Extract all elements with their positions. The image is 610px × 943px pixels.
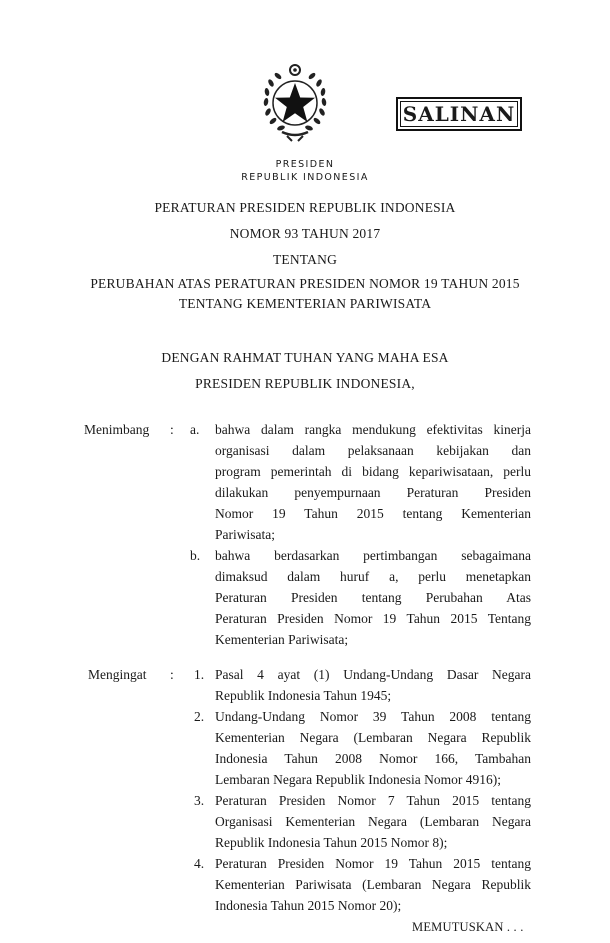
mengingat-4-line: Kementerian Pariwisata (Lembaran Negara Republik [215,877,531,892]
mengingat-2-line: Undang-Undang Nomor 39 Tahun 2008 tentang [215,709,531,724]
mengingat-2-line: Lembaran Negara Republik Indonesia Nomor 4916); [215,772,502,787]
menimbang-colon: : [170,422,174,437]
title-line-5: TENTANG KEMENTERIAN PARIWISATA [178,296,432,311]
garuda-emblem-icon [254,62,336,144]
menimbang-b-line: bahwa berdasarkan pertimbangan sebagaimana [215,548,531,563]
mengingat-label: Mengingat [88,667,147,682]
mengingat-3-line: Republik Indonesia Tahun 2015 Nomor 8); [215,835,448,850]
menimbang-a-line: dilakukan penyempurnaan Peraturan Presiden [215,485,531,500]
continuation-catchword: MEMUTUSKAN . . . [412,920,524,934]
mengingat-marker-2: 2. [194,709,205,724]
mengingat-1-line: Pasal 4 ayat (1) Undang-Undang Dasar Negara [215,667,531,682]
mengingat-1-line: Republik Indonesia Tahun 1945; [215,688,392,703]
menimbang-b-line: Kementerian Pariwisata; [215,632,349,647]
mengingat-4-line: Peraturan Presiden Nomor 19 Tahun 2015 tentang [215,856,531,871]
mengingat-colon: : [170,667,174,682]
salinan-stamp [396,97,522,131]
title-line-1: PERATURAN PRESIDEN REPUBLIK INDONESIA [154,200,456,215]
title-line-2: NOMOR 93 TAHUN 2017 [229,226,381,241]
mengingat-4-line: Indonesia Tahun 2015 Nomor 20); [215,898,402,913]
menimbang-a-line: program pemerintah di bidang kepariwisataan, perlu [215,464,531,479]
menimbang-a-line: Pariwisata; [215,527,275,542]
mengingat-marker-4: 4. [194,856,205,871]
mengingat-2-line: Kementerian Negara (Lembaran Negara Republik [215,730,531,745]
title-line-4: PERUBAHAN ATAS PERATURAN PRESIDEN NOMOR 19 TAHUN 2015 [90,276,520,291]
preamble-line-1: DENGAN RAHMAT TUHAN YANG MAHA ESA [161,350,449,365]
menimbang-marker-a: a. [190,422,200,437]
mengingat-2-line: Indonesia Tahun 2008 Nomor 166, Tambahan [215,751,531,766]
mengingat-marker-1: 1. [194,667,205,682]
header-republik: REPUBLIK INDONESIA [241,172,369,183]
menimbang-a-line: bahwa dalam rangka mendukung efektivitas kinerja [215,422,531,437]
header-presiden: PRESIDEN [275,159,335,170]
menimbang-marker-b: b. [190,548,201,563]
menimbang-a-line: Nomor 19 Tahun 2015 tentang Kementerian [215,506,531,521]
title-line-3: TENTANG [272,252,338,267]
mengingat-3-line: Peraturan Presiden Nomor 7 Tahun 2015 tentang [215,793,531,808]
preamble-line-2: PRESIDEN REPUBLIK INDONESIA, [195,376,415,391]
menimbang-label: Menimbang [84,422,150,437]
menimbang-b-line: Peraturan Presiden tentang Perubahan Atas [215,590,531,605]
mengingat-3-line: Organisasi Kementerian Negara (Lembaran Negara [215,814,531,829]
menimbang-a-line: organisasi dalam pelaksanaan kebijakan dan [215,443,531,458]
menimbang-b-line: Peraturan Presiden Nomor 19 Tahun 2015 Tentang [215,611,531,626]
salinan-label: SALINAN [400,101,518,127]
menimbang-b-line: dimaksud dalam huruf a, perlu menetapkan [215,569,531,584]
mengingat-marker-3: 3. [194,793,205,808]
